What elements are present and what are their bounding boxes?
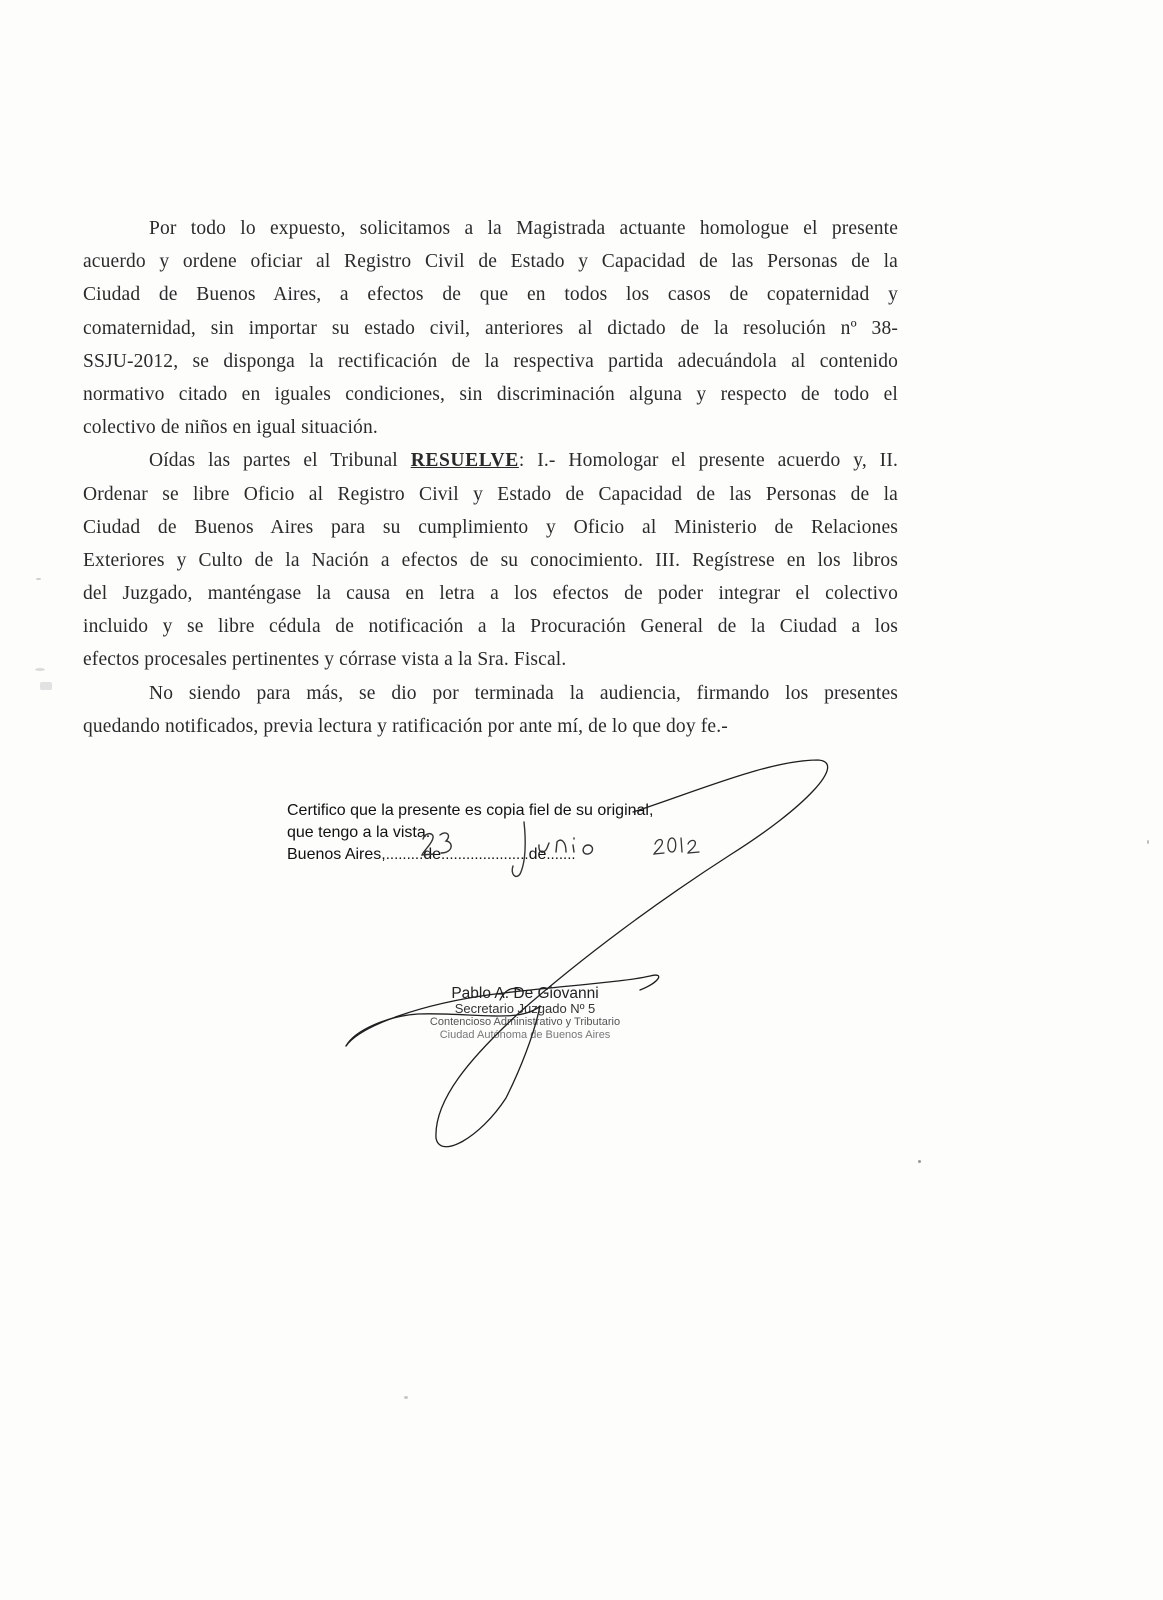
stamp-de: de [423,846,442,863]
scan-speck [918,1160,921,1163]
text-line: quedando notificados, previa lectura y ratificación por ante mí, de lo que doy fe.- [83,715,728,737]
text-line: del Juzgado, manténgase la causa en letra a los efectos de poder integrar el colectivo [83,583,898,605]
secretary-seal [405,985,645,1042]
scan-speck [404,1396,408,1399]
seal-title: Secretario Juzgado Nº 5 [454,1001,596,1016]
ruling-intro-rest: : I.- Homologar el presente acuerdo y, II. [518,450,898,472]
text-line: No siendo para más, se dio por terminada la audiencia, firmando los presentes [149,682,898,704]
resuelve-heading: RESUELVE [410,450,519,472]
scan-speck [1147,840,1149,844]
text-line: normativo citado en iguales condiciones, sin discriminación alguna y respecto de todo el [83,383,898,405]
stamp-line-1: Certifico que la presente es copia fiel de su original, [287,802,654,819]
text-line: acuerdo y ordene oficiar al Registro Civil de Estado y Capacidad de las Personas de la [83,251,898,273]
certification-stamp [287,800,727,866]
text-line [83,444,898,477]
scan-speck [36,578,41,580]
text-line: Por todo lo expuesto, solicitamos a la Magistrada actuante homologue el presente [149,218,898,239]
resolution-body [83,212,898,743]
ruling-intro: Oídas las partes el Tribunal [149,450,411,472]
text-line: comaternidad, sin importar su estado civil, anteriores al dictado de la resolución nº 38- [83,317,898,339]
text-line: colectivo de niños en igual situación. [83,417,378,439]
stamp-line-2: que tengo a la vista. [287,824,431,841]
text-line: Exteriores y Culto de la Nación a efectos de su conocimiento. III. Regístrese en los libros [83,549,898,571]
blank-month: ..................... [441,846,529,863]
scan-speck [40,682,52,690]
text-line: incluido y se libre cédula de notificación a la Procuración General de la Ciudad a los [83,616,898,638]
stamp-city: Buenos Aires, [287,846,386,863]
blank-year: ....... [546,846,576,863]
seal-city: Ciudad Autónoma de Buenos Aires [439,1029,611,1041]
stamp-de: de [528,846,547,863]
paragraph-closing [83,677,898,743]
text-line: Ciudad de Buenos Aires, a efectos de que en todos los casos de copaternidad y [83,284,898,306]
text-line: efectos procesales pertinentes y córrase vista a la Sra. Fiscal. [83,649,567,671]
stamp-line-3 [287,844,727,866]
seal-court: Contencioso Administrativo y Tributario [429,1016,621,1028]
scan-speck [35,668,45,671]
paragraph-ruling [83,444,898,676]
seal-name: Pablo A. De Giovanni [451,985,599,1002]
blank-day: ......... [385,846,424,863]
text-line: Ordenar se libre Oficio al Registro Civil y Estado de Capacidad de las Personas de la [83,483,898,505]
text-line: SSJU-2012, se disponga la rectificación de la respectiva partida adecuándola al contenido [83,350,898,372]
text-line: Ciudad de Buenos Aires para su cumplimiento y Oficio al Ministerio de Relaciones [83,516,898,538]
paragraph-petition [83,212,898,444]
